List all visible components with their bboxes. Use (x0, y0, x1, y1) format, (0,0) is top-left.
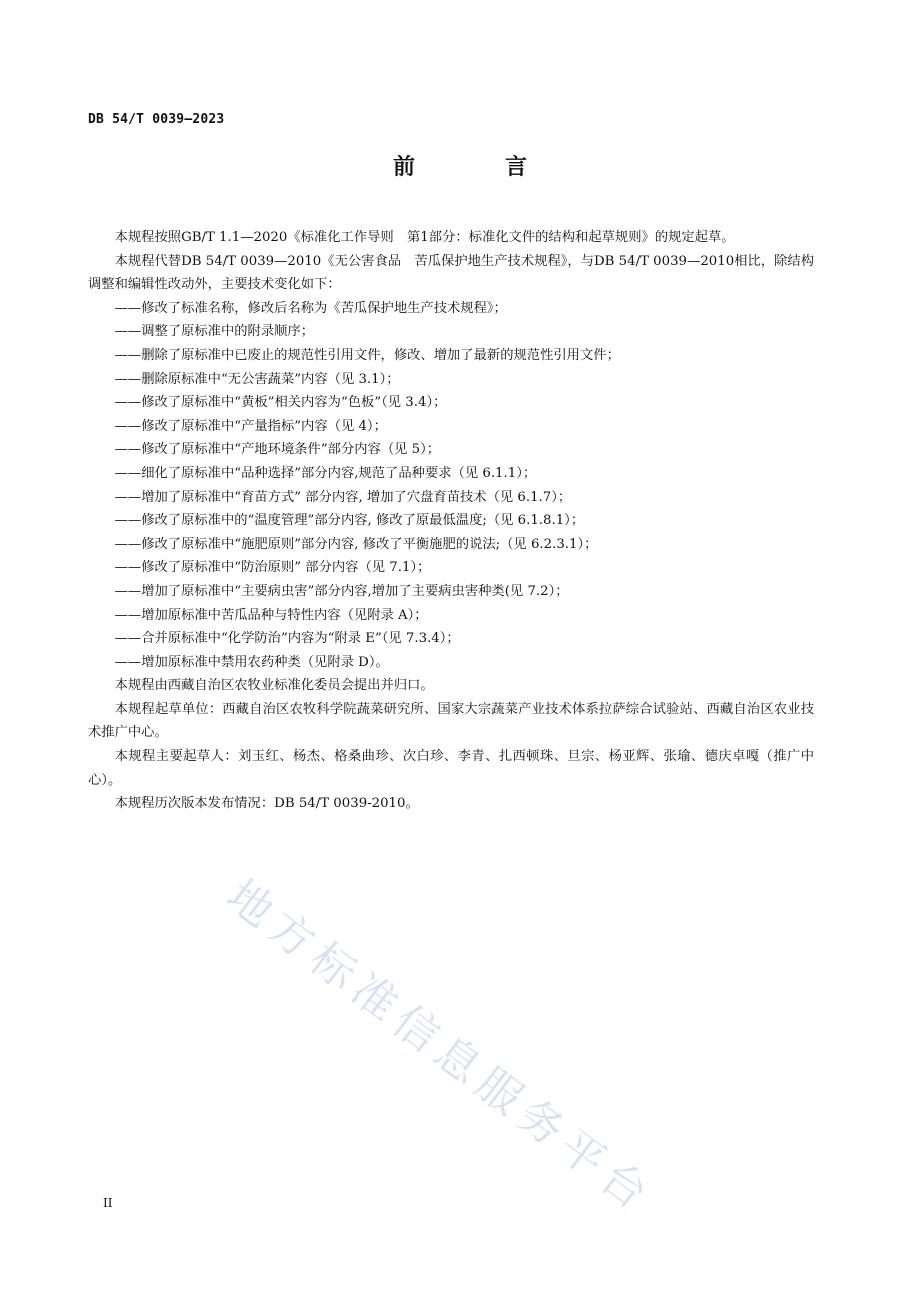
list-item: ——细化了原标准中“品种选择”部分内容,规范了品种要求（见 6.1.1）； (114, 465, 537, 481)
list-item: ——修改了原标准中“产地环境条件”部分内容（见 5）； (114, 442, 441, 458)
list-item: ——修改了原标准中“施肥原则”部分内容, 修改了平衡施肥的说法;（见 6.2.3.1）； (114, 536, 598, 552)
paragraph-drafting-rules: 本规程按照GB/T 1.1—2020《标准化工作导则 第1部分：标准化文件的结构和起草规则》的规定起草。 (114, 230, 735, 245)
paragraph-version-history: 本规程历次版本发布情况：DB 54/T 0039-2010。 (114, 796, 419, 812)
list-item: ——修改了原标准中“黄板”相关内容为“色板”（见 3.4）； (114, 395, 447, 411)
foreword-body (88, 226, 814, 816)
list-item: ——删除原标准中“无公害蔬菜”内容（见 3.1）； (114, 371, 400, 387)
list-item: ——增加原标准中禁用农药种类（见附录 D）。 (114, 654, 389, 670)
watermark: 地方标准信息服务平台 (216, 870, 663, 1224)
paragraph-proposer: 本规程由西藏自治区农牧业标准化委员会提出并归口。 (114, 678, 434, 694)
list-item: ——增加了原标准中“育苗方式” 部分内容, 增加了穴盘育苗技术（见 6.1.7）； (114, 489, 572, 505)
list-item: ——增加原标准中苦瓜品种与特性内容（见附录 A）； (114, 607, 428, 623)
list-item: ——合并原标准中“化学防治”内容为“附录 E”（见 7.3.4）； (114, 631, 460, 647)
list-item: ——调整了原标准中的附录顺序； (114, 324, 315, 340)
list-item: ——修改了原标准中的“温度管理”部分内容, 修改了原最低温度;（见 6.1.8.1）； (114, 513, 585, 529)
paragraph-replacement: 本规程代替DB 54/T 0039—2010《无公害食品 苦瓜保护地生产技术规程》，与DB 54/T 0039—2010相比，除结构调整和编辑性改动外，主要技术变化如下： (88, 253, 814, 293)
paragraph-drafters: 本规程主要起草人：刘玉红、杨杰、格桑曲珍、次白珍、李青、扎西顿珠、旦宗、杨亚辉、张瑜、德庆卓嘎（推广中心）。 (88, 749, 814, 788)
changes-list (88, 297, 814, 675)
list-item: ——删除了原标准中已废止的规范性引用文件，修改、增加了最新的规范性引用文件； (114, 347, 620, 363)
document-code: DB 54/T 0039—2023 (88, 112, 225, 127)
page-number: II (103, 1196, 113, 1210)
list-item: ——增加了原标准中“主要病虫害”部分内容,增加了主要病虫害种类(见 7.2）； (114, 583, 569, 599)
paragraph-drafting-units: 本规程起草单位：西藏自治区农牧科学院蔬菜研究所、国家大宗蔬菜产业技术体系拉萨综合试验站、西藏自治区农业技术推广中心。 (88, 701, 814, 741)
page-title: 前 言 (392, 155, 561, 180)
list-item: ——修改了原标准中“产量指标”内容（见 4）； (114, 418, 387, 434)
list-item: ——修改了标准名称，修改后名称为《苦瓜保护地生产技术规程》； (114, 300, 507, 316)
list-item: ——修改了原标准中“防治原则” 部分内容（见 7.1）； (114, 560, 431, 576)
